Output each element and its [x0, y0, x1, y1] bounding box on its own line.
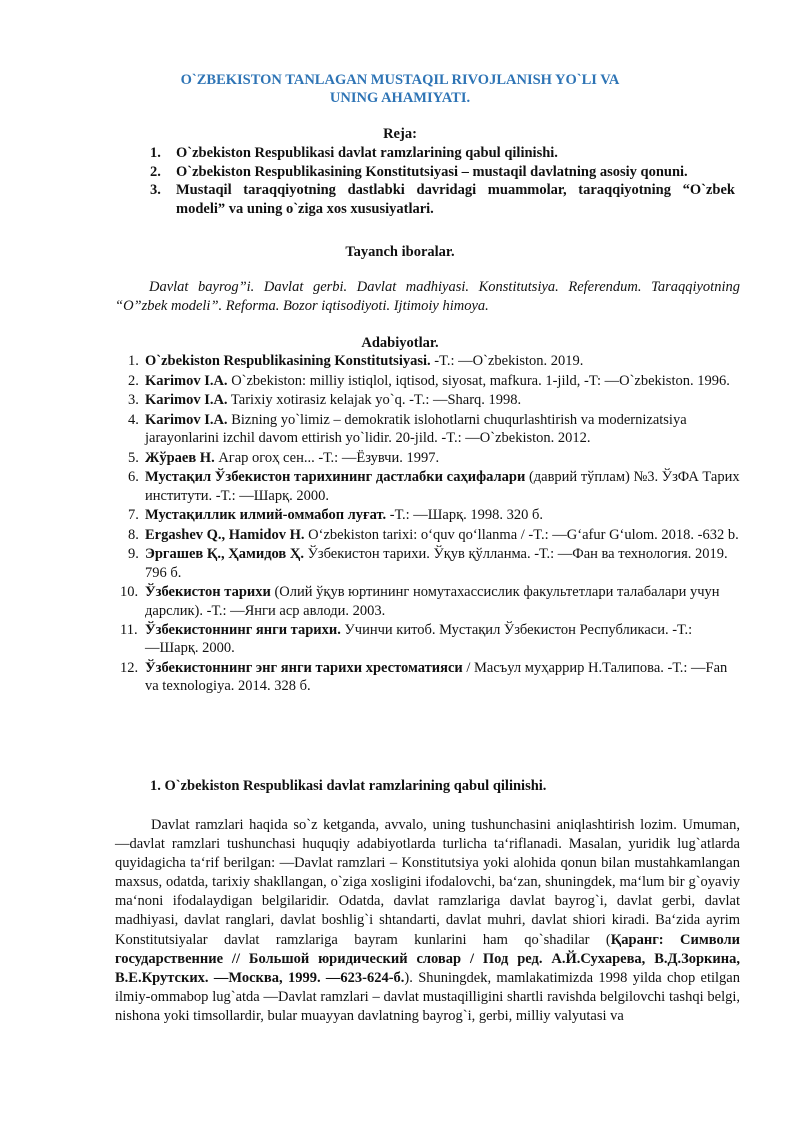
body-text-part-2: ). Shuningdek, mamlakatimizda 1998 yilda chop etilgan ilmiy-ommabop lug`atda ―Davlat ramzlari – davlat mustaqilligini shartli ravishda belgilovchi tashqi belgi, nishona yoki timsollardir, bular muayyan davlatning bayrog`i, gerbi, milliy valyutasi va [115, 969, 740, 1024]
plan-item [150, 144, 735, 163]
reference-details: (даврий тўплам) №3. ЎзФА Тарих институти. -Т.: ―Шарқ. 2000. [145, 469, 740, 504]
reference-author: Мустақиллик илмий-оммабоп луғат. [145, 507, 387, 524]
reference-author: Ўзбекистоннинг янги тарихи. [145, 622, 341, 639]
reference-details: Bizning yo`limiz – demokratik islohotlarni chuqurlashtirish va modernizatsiya jarayonlarini izchil davom ettirish yo`lidir. 20-jild. -T.: ―O`zbekiston. 2012. [145, 411, 687, 447]
reference-author: Karimov I.A. [145, 372, 228, 389]
reference-details: Tarixiy xotirasiz kelajak yo`q. -T.: ―Sharq. 1998. [227, 392, 522, 409]
reference-author: O`zbekiston Respublikasining Konstitutsiyasi. [145, 353, 431, 369]
reference-details: / Масъул муҳаррир Н.Талипова. -Т.: ―Fan va texnologiya. 2014. 328 б. [145, 660, 728, 695]
plan-item [150, 181, 735, 218]
reference-author: Эргашев Қ., Ҳамидов Ҳ. [145, 546, 304, 563]
references-heading: Adabiyotlar. [361, 335, 439, 351]
reference-item [128, 506, 740, 524]
section-heading: 1. O`zbekiston Respublikasi davlat ramzlarining qabul qilinishi. [150, 778, 547, 794]
reference-author: Ergashev Q., Hamidov H. [145, 526, 305, 543]
title-line-1: O`ZBEKISTON TANLAGAN MUSTAQIL RIVOJLANISH YO`LI VA [180, 72, 620, 88]
reference-number: 12. [120, 660, 139, 677]
reference-number: 6. [128, 469, 139, 486]
reference-details: O‘zbekiston tarixi: o‘quv qo‘llanma / -T.: ―G‘afur G‘ulom. 2018. -632 b. [304, 526, 739, 543]
plan-item-number: 1. [150, 145, 161, 161]
document-title [100, 71, 700, 107]
keywords-heading: Tayanch iboralar. [345, 244, 455, 260]
reference-item [120, 659, 740, 696]
reference-details: Ўзбекистон тарихи. Ўқув қўлланма. -Т.: ―Фан ва технология. 2019. 796 б. [145, 546, 728, 581]
reference-number: 5. [128, 449, 139, 466]
reference-number: 8. [128, 526, 139, 543]
plan-item-text: Mustaqil taraqqiyotning dastlabki davridagi muammolar, taraqqiyotning “O`zbek modeli” va uning o`ziga xos xususiyatlari. [176, 182, 735, 217]
body-text-part-1: Davlat ramzlari haqida so`z ketganda, avvalo, uning tushunchasini aniqlashtirish lozim. Umuman, ―davlat ramzlari tushunchasi huquqiy adabiyotlarda turlicha ta‘riflanadi. Masalan, yuridik lug`atlarda quyidagicha ta‘rif berilgan: ―Davlat ramzlari – Konstitutsiya yoki alohida qonun bilan mustahkamlangan maxsus, odatda, tarixiy shakllangan, o`ziga xosligini ifodalovchi, ba‘zan, shuningdek, ma‘lum bir g`oyaviy ma‘noni ifodalaydigan belgilaridir. Odatda, davlat ramzlariga davlat bayrog`i, davlat gerbi, davlat madhiyasi, davlat ranglari, davlat boshlig`i shtandarti, davlat muhri, davlat shiori kiradi. Ba‘zida ayrim Konstitutsiyalar davlat ramzlariga bayram kunlarini ham qo`shadilar ( [115, 817, 740, 948]
reference-number: 3. [128, 392, 139, 409]
reference-details: (Олий ўқув юртининг номутахассислик факультетлари талабалари учун дарслик). -Т.: ―Янги аср авлоди. 2003. [145, 584, 720, 619]
plan-item-text: O`zbekiston Respublikasi davlat ramzlarining qabul qilinishi. [176, 145, 558, 161]
reference-item [128, 526, 740, 544]
reference-details: -Т.: ―Шарқ. 1998. 320 б. [386, 507, 544, 524]
plan-heading: Reja: [383, 126, 417, 142]
reference-item [128, 545, 740, 582]
references-list [120, 352, 740, 697]
plan-item-text: O`zbekiston Respublikasining Konstitutsiyasi – mustaqil davlatning asosiy qonuni. [176, 163, 688, 180]
reference-details: Учинчи китоб. Мустақил Ўзбекистон Республикаси. -Т.: ―Шарқ. 2000. [145, 622, 693, 657]
reference-details: Агар огоҳ сен... -Т.: ―Ёзувчи. 1997. [214, 449, 440, 466]
reference-author: Karimov I.A. [145, 411, 228, 428]
reference-item [128, 352, 740, 370]
reference-author: Karimov I.A. [145, 392, 228, 409]
plan-item-number: 2. [150, 163, 161, 180]
plan-item-number: 3. [150, 182, 161, 198]
reference-item [120, 583, 740, 620]
reference-number: 11. [120, 622, 138, 639]
reference-author: Ўзбекистоннинг энг янги тарихи хрестоматияси [145, 660, 463, 677]
reference-author: Ўзбекистон тарихи [145, 584, 271, 601]
reference-number: 1. [128, 353, 139, 369]
reference-item [128, 391, 740, 409]
reference-item [120, 621, 740, 658]
plan-item [150, 163, 735, 182]
title-line-2: UNING AHAMIYATI. [329, 90, 471, 106]
reference-item [128, 411, 740, 448]
reference-number: 4. [128, 411, 139, 428]
reference-details: O`zbekiston: milliy istiqlol, iqtisod, siyosat, mafkura. 1-jild, -T: ―O`zbekiston. 1996. [227, 372, 730, 389]
reference-author: Жўраев Н. [145, 449, 215, 466]
reference-item [128, 449, 740, 467]
reference-details: -T.: ―O`zbekiston. 2019. [430, 353, 584, 369]
reference-number: 7. [128, 507, 139, 524]
reference-number: 10. [120, 584, 139, 601]
reference-author: Мустақил Ўзбекистон тарихининг дастлабки саҳифалари [145, 469, 526, 486]
section-body [115, 816, 740, 1026]
reference-item [128, 468, 740, 505]
keywords-text: Davlat bayrog”i. Davlat gerbi. Davlat madhiyasi. Konstitutsiya. Referendum. Taraqqiyotning “O”zbek modeli”. Reforma. Bozor iqtisodiyoti. Ijtimoiy himoya. [115, 279, 740, 314]
reference-item [128, 372, 740, 390]
body-citation: Қаранг: Символи государственние // Большой юридический словар / Под ред. А.Й.Сухарева, В.Д.Зоркина, В.Е.Крутских. ―Москва, 1999. ―623-624-б. [115, 931, 741, 986]
reference-number: 9. [128, 546, 139, 563]
plan-list [150, 144, 735, 218]
reference-number: 2. [128, 372, 139, 389]
